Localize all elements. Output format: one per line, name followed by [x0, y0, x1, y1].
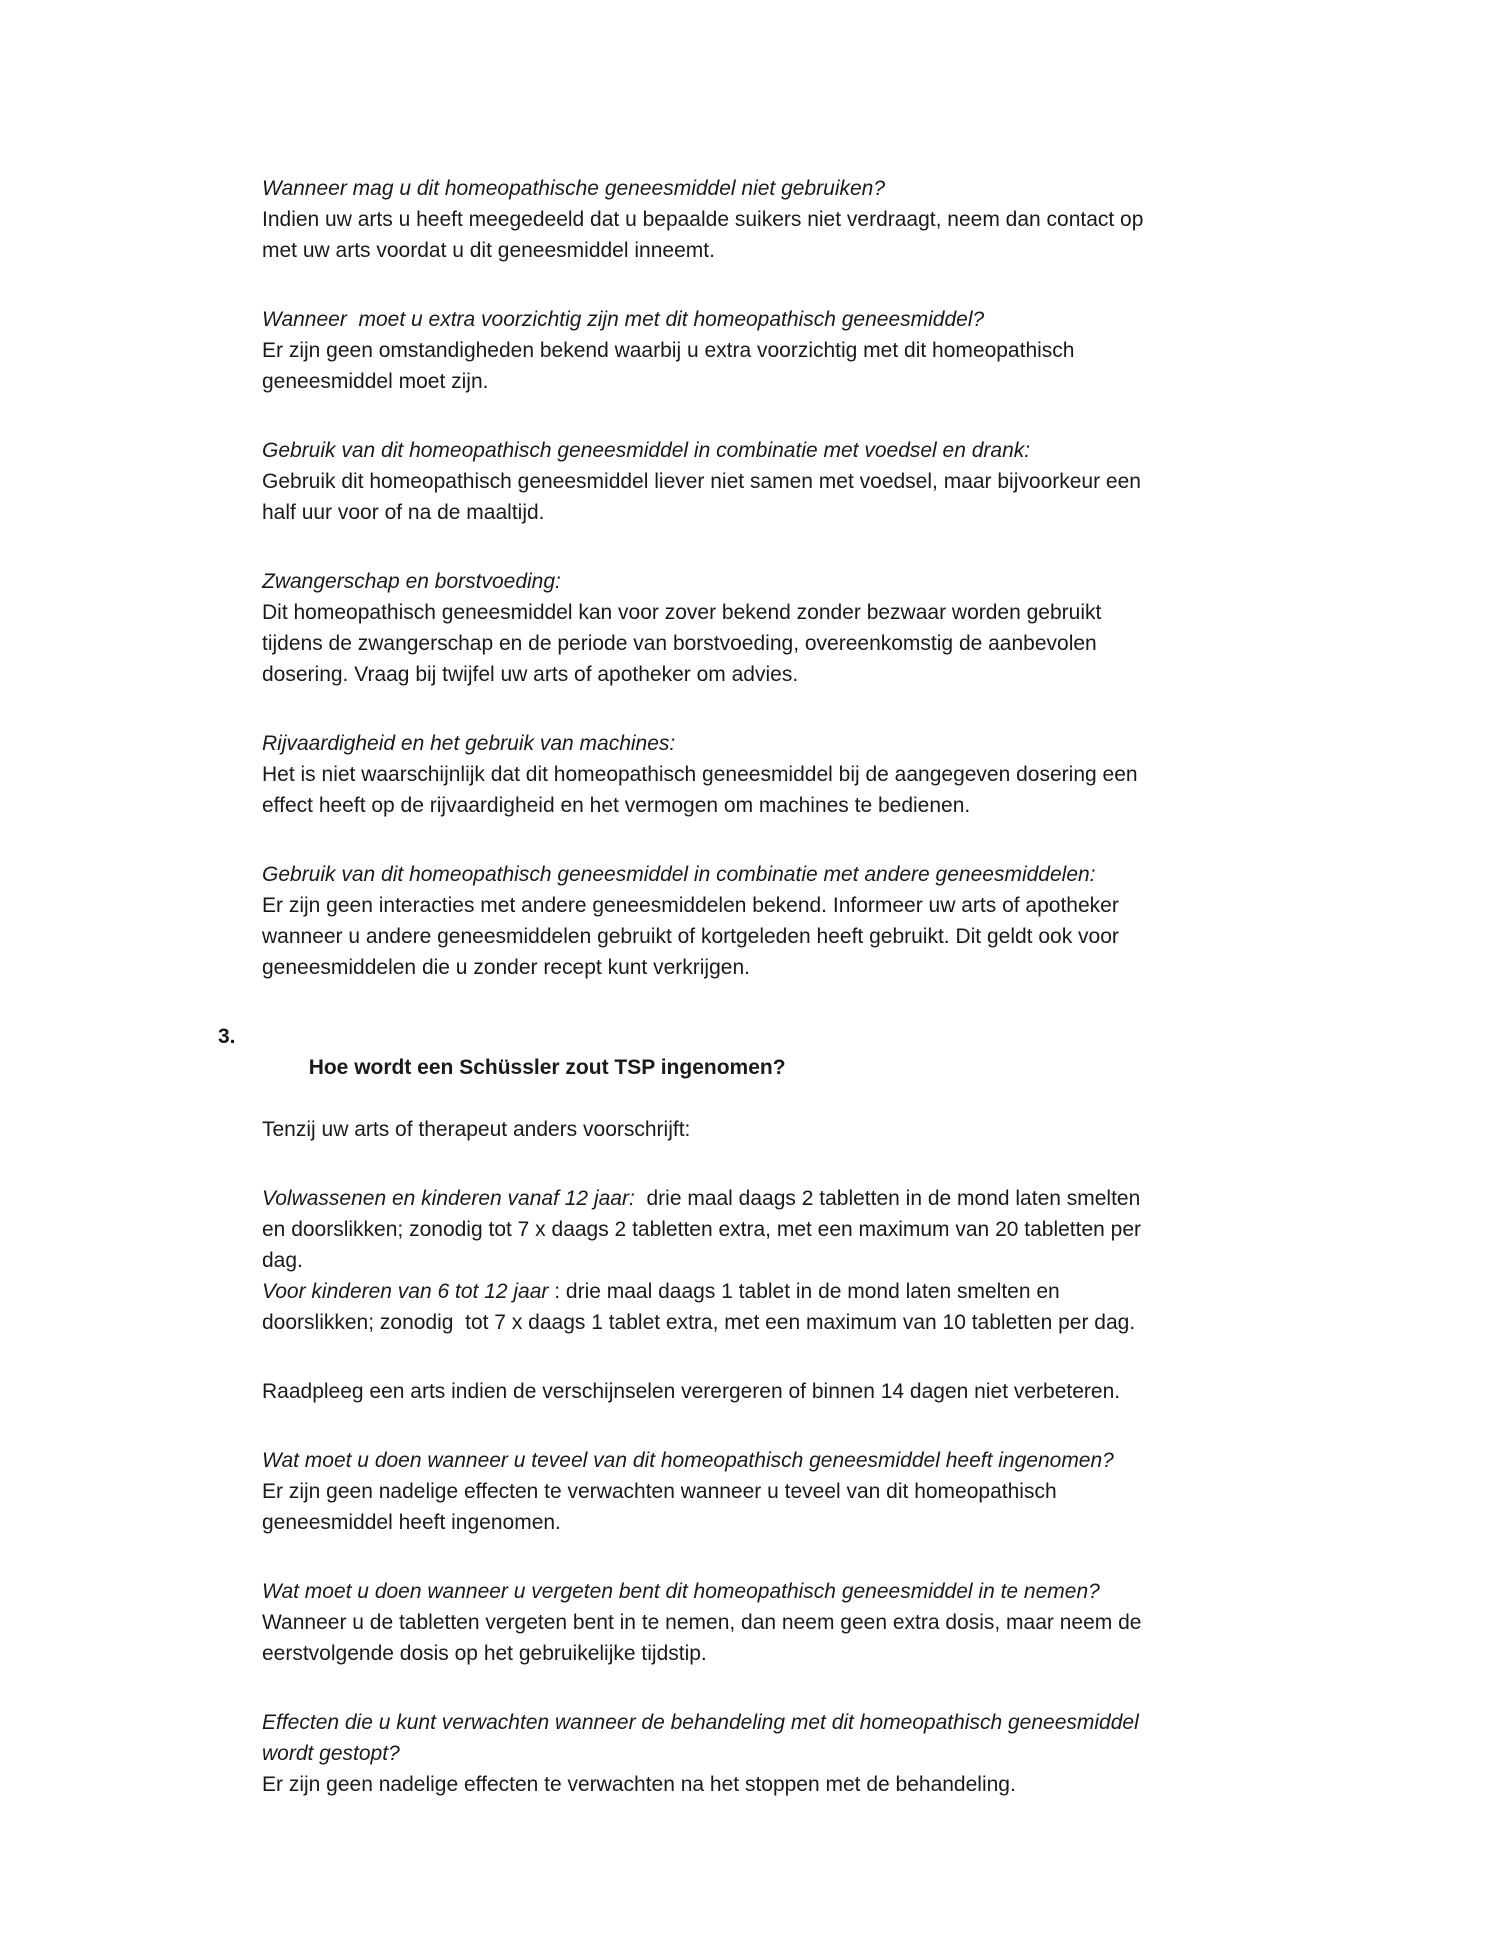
italic-heading-line: Wanneer moet u extra voorzichtig zijn met dit homeopathisch geneesmiddel? — [262, 308, 985, 331]
body-line: Wanneer u de tabletten vergeten bent in te nemen, dan neem geen extra dosis, maar neem de — [262, 1611, 1142, 1634]
body-line: Het is niet waarschijnlijk dat dit homeopathisch geneesmiddel bij de aangegeven dosering een — [262, 763, 1138, 786]
paragraph-block-pregnancy — [262, 566, 1342, 690]
italic-heading-line: Wanneer mag u dit homeopathische geneesmiddel niet gebruiken? — [262, 177, 886, 200]
dosage-adults-lead: Volwassenen en kinderen vanaf 12 jaar: — [262, 1187, 635, 1210]
dosage-block — [262, 1183, 1342, 1338]
body-line: half uur voor of na de maaltijd. — [262, 501, 545, 524]
section-intro-line: Tenzij uw arts of therapeut anders voorschrijft: — [262, 1118, 691, 1141]
paragraph-block-caution — [262, 304, 1342, 397]
numbered-section-block — [218, 1021, 1342, 1145]
body-line: dosering. Vraag bij twijfel uw arts of apotheker om advies. — [262, 663, 799, 686]
body-line: met uw arts voordat u dit geneesmiddel inneemt. — [262, 239, 715, 262]
dosage-children-rest: : drie maal daags 1 tablet in de mond laten smelten en — [548, 1280, 1060, 1303]
body-line: Indien uw arts u heeft meegedeeld dat u bepaalde suikers niet verdraagt, neem dan contact op — [262, 208, 1144, 231]
italic-heading-line: Zwangerschap en borstvoeding: — [262, 570, 561, 593]
body-line: wanneer u andere geneesmiddelen gebruikt of kortgeleden heeft gebruikt. Dit geldt ook voor — [262, 925, 1119, 948]
body-line: geneesmiddelen die u zonder recept kunt verkrijgen. — [262, 956, 750, 979]
section-title — [218, 1021, 1342, 1114]
italic-heading-line: wordt gestopt? — [262, 1742, 400, 1765]
body-line: Raadpleeg een arts indien de verschijnselen verergeren of binnen 14 dagen niet verbeteren. — [262, 1380, 1121, 1403]
body-line: Er zijn geen omstandigheden bekend waarbij u extra voorzichtig met dit homeopathisch — [262, 339, 1075, 362]
italic-heading-line: Rijvaardigheid en het gebruik van machines: — [262, 732, 676, 755]
body-line: geneesmiddel heeft ingenomen. — [262, 1511, 561, 1534]
body-line: tijdens de zwangerschap en de periode van borstvoeding, overeenkomstig de aanbevolen — [262, 632, 1097, 655]
body-line: Er zijn geen nadelige effecten te verwachten wanneer u teveel van dit homeopathisch — [262, 1480, 1057, 1503]
paragraph-block-stop-treatment — [262, 1707, 1342, 1800]
paragraph-block-overdose — [262, 1445, 1342, 1538]
dosage-children-line-1 — [262, 1276, 1342, 1307]
consult-doctor-block — [262, 1376, 1342, 1407]
body-line: eerstvolgende dosis op het gebruikelijke tijdstip. — [262, 1642, 707, 1665]
paragraph-block-missed-dose — [262, 1576, 1342, 1669]
dosage-adults-line-3: dag. — [262, 1249, 303, 1272]
italic-heading-line: Gebruik van dit homeopathisch geneesmiddel in combinatie met andere geneesmiddelen: — [262, 863, 1096, 886]
paragraph-block-driving — [262, 728, 1342, 821]
paragraph-block-not-use — [262, 173, 1342, 266]
dosage-adults-rest: drie maal daags 2 tabletten in de mond laten smelten — [634, 1187, 1141, 1210]
body-line: Er zijn geen nadelige effecten te verwachten na het stoppen met de behandeling. — [262, 1773, 1016, 1796]
body-line: geneesmiddel moet zijn. — [262, 370, 489, 393]
body-line: Dit homeopathisch geneesmiddel kan voor zover bekend zonder bezwaar worden gebruikt — [262, 601, 1102, 624]
body-line: effect heeft op de rijvaardigheid en het vermogen om machines te bedienen. — [262, 794, 971, 817]
italic-heading-line: Effecten die u kunt verwachten wanneer de behandeling met dit homeopathisch geneesmiddel — [262, 1711, 1139, 1734]
section-title-text: Hoe wordt een Schüssler zout TSP ingenomen? — [308, 1056, 786, 1079]
italic-heading-line: Gebruik van dit homeopathisch geneesmiddel in combinatie met voedsel en drank: — [262, 439, 1031, 462]
paragraph-block-other-medicines — [262, 859, 1342, 983]
section-number: 3. — [218, 1025, 236, 1048]
dosage-children-line-2: doorslikken; zonodig tot 7 x daags 1 tablet extra, met een maximum van 10 tabletten per dag. — [262, 1311, 1136, 1334]
body-line: Er zijn geen interacties met andere geneesmiddelen bekend. Informeer uw arts of apotheker — [262, 894, 1119, 917]
italic-heading-line: Wat moet u doen wanneer u vergeten bent dit homeopathisch geneesmiddel in te nemen? — [262, 1580, 1100, 1603]
body-line: Gebruik dit homeopathisch geneesmiddel liever niet samen met voedsel, maar bijvoorkeur een — [262, 470, 1141, 493]
dosage-adults-line-2: en doorslikken; zonodig tot 7 x daags 2 tabletten extra, met een maximum van 20 tabletten per — [262, 1218, 1142, 1241]
dosage-adults-line-1 — [262, 1183, 1342, 1214]
italic-heading-line: Wat moet u doen wanneer u teveel van dit homeopathisch geneesmiddel heeft ingenomen? — [262, 1449, 1114, 1472]
dosage-children-lead: Voor kinderen van 6 tot 12 jaar — [262, 1280, 549, 1303]
paragraph-block-food-drink — [262, 435, 1342, 528]
leaflet-content — [218, 173, 1342, 1800]
